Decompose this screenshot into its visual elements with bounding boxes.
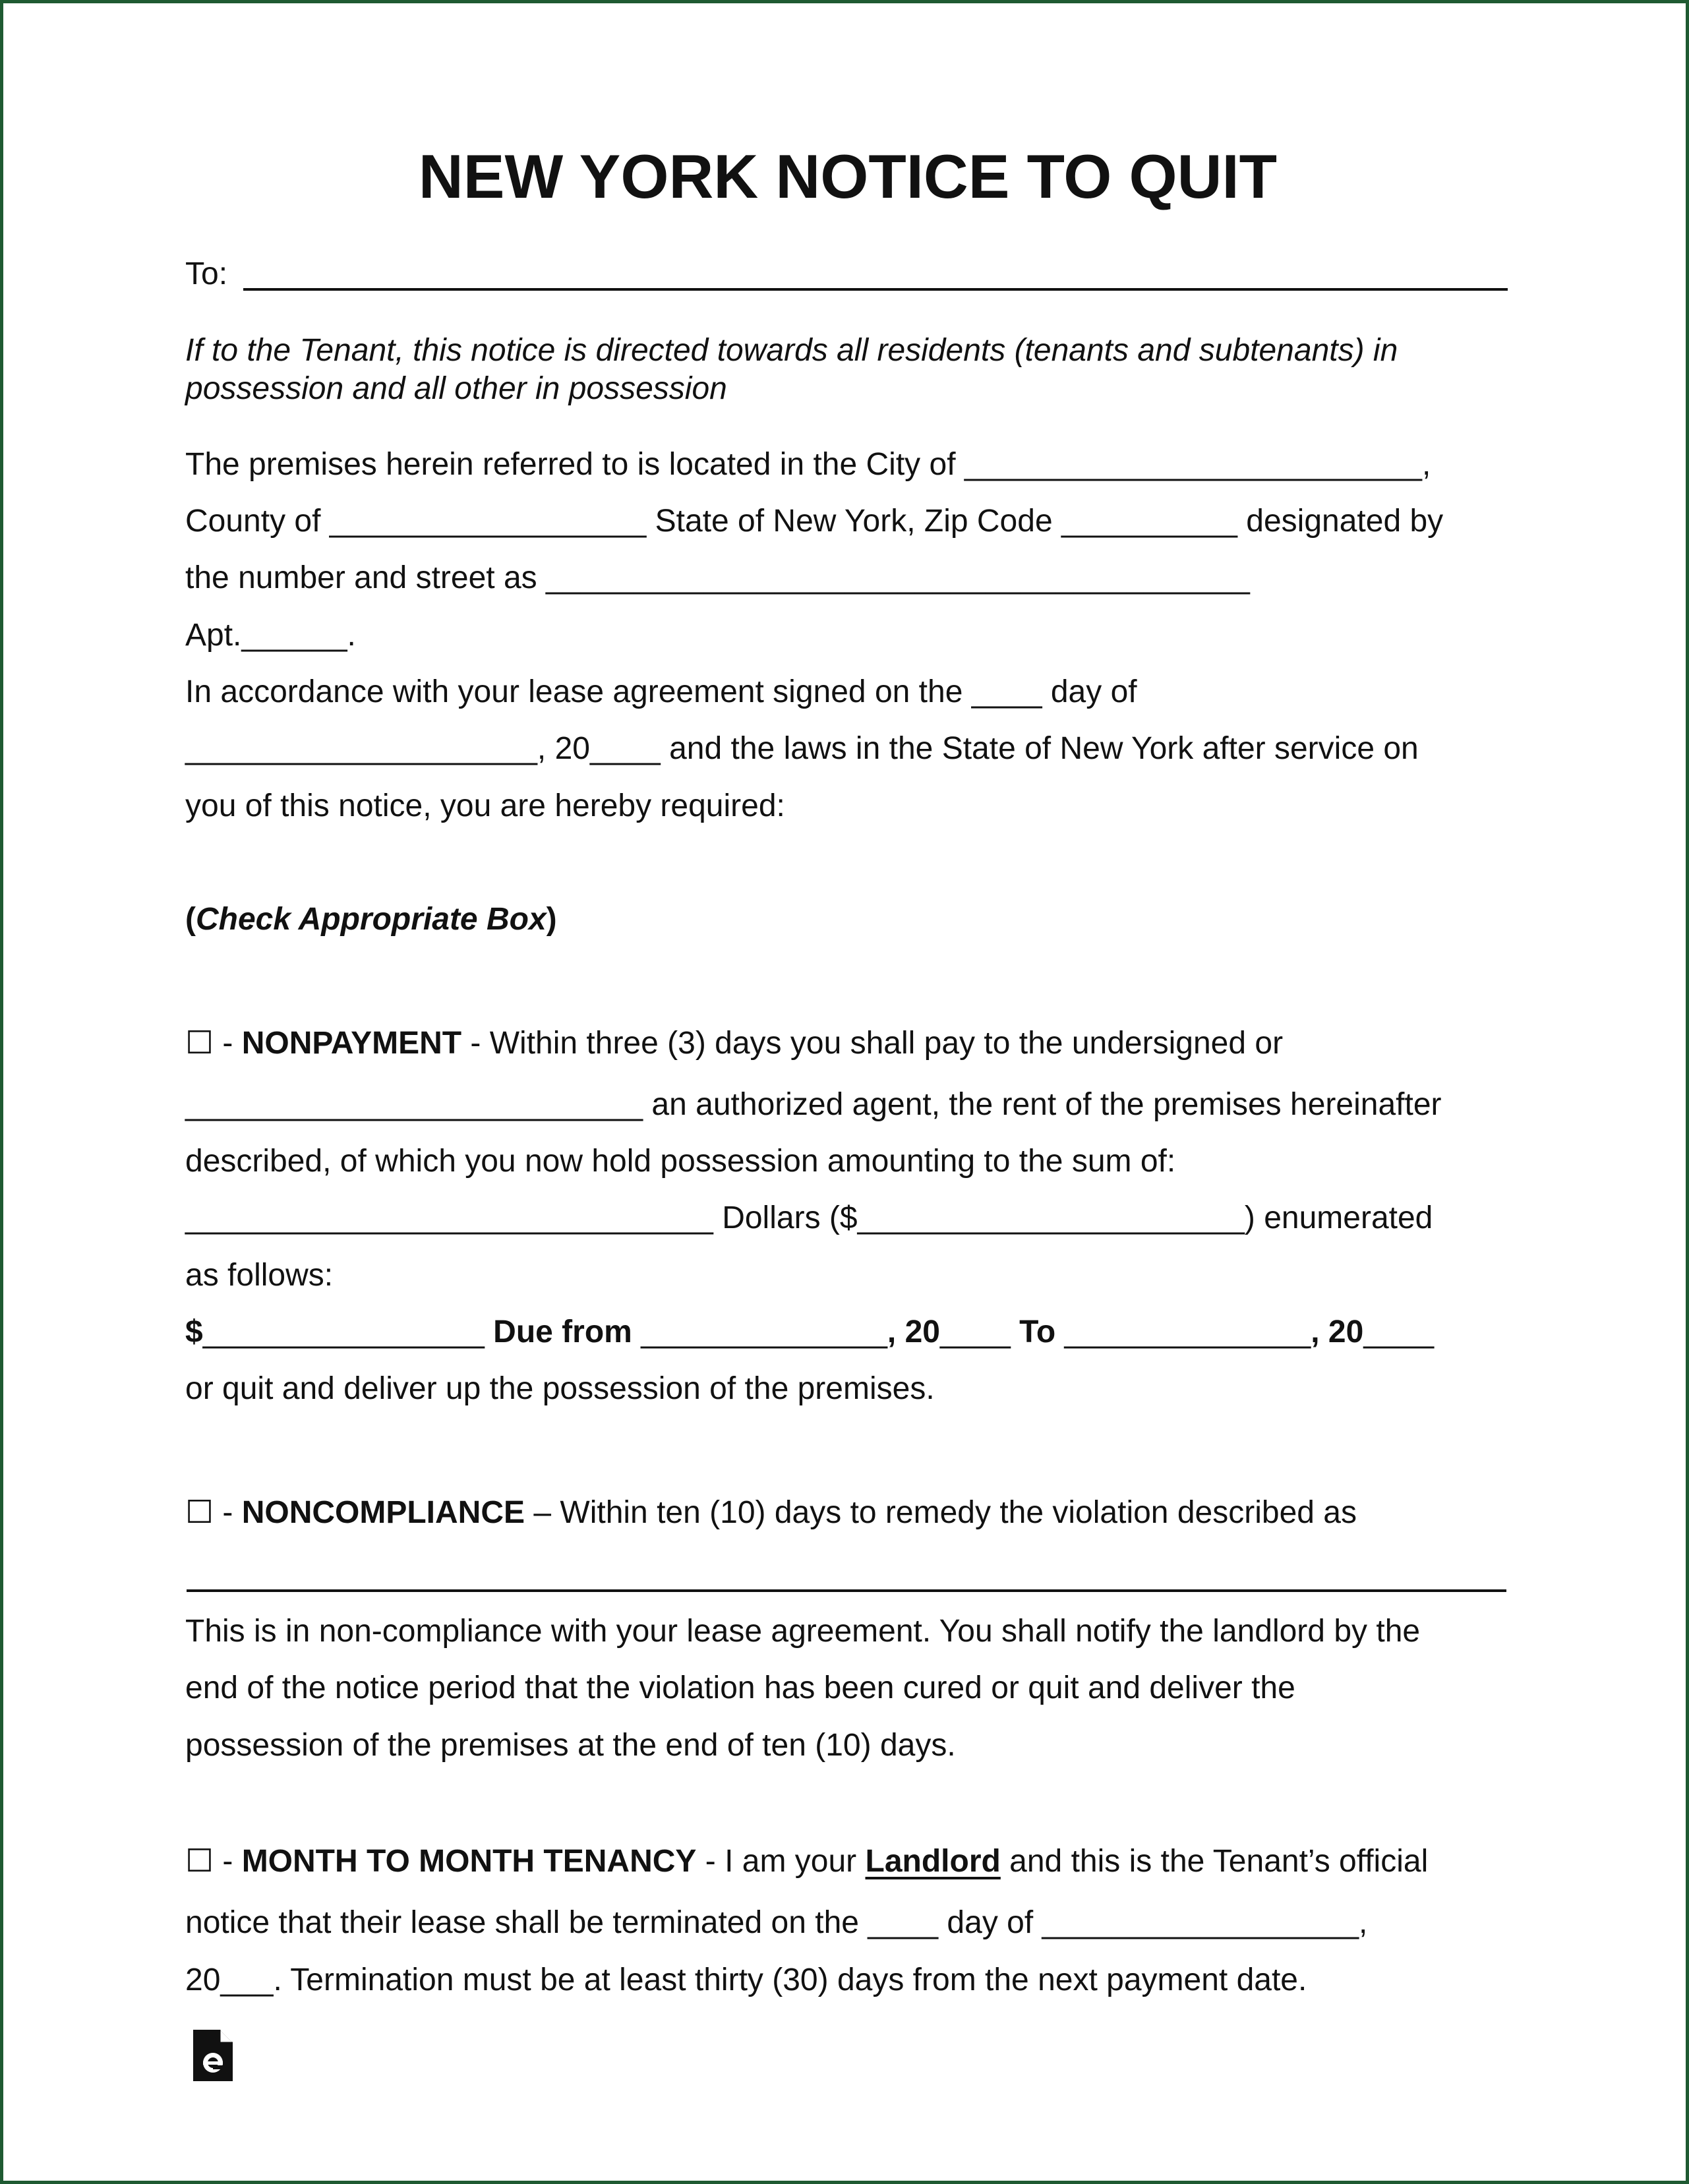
nonpayment-line-3: described, of which you now hold possession amounting to the sum of:: [185, 1144, 1176, 1179]
premises-line-6: ____________________, 20____ and the laws in the State of New York after service on: [185, 731, 1419, 766]
nonpayment-line-5: as follows:: [185, 1258, 334, 1293]
nonpayment-line-1: ☐ - NONPAYMENT - Within three (3) days you shall pay to the undersigned or: [185, 1026, 1284, 1061]
noncompliance-line-4: possession of the premises at the end of ten (10) days.: [185, 1728, 956, 1763]
premises-line-4: Apt.______.: [185, 618, 356, 653]
premises-line-5: In accordance with your lease agreement signed on the ____ day of: [185, 674, 1137, 709]
month-to-month-label: MONTH TO MONTH TENANCY: [241, 1844, 697, 1879]
month-to-month-line-1: ☐ - MONTH TO MONTH TENANCY - I am your Landlord and this is the Tenant’s official: [185, 1844, 1429, 1879]
noncompliance-checkbox[interactable]: ☐: [185, 1495, 214, 1530]
to-label: To:: [185, 256, 228, 291]
to-field-line[interactable]: [243, 288, 1508, 291]
noncompliance-line-2: This is in non-compliance with your lease agreement. You shall notify the landlord by the: [185, 1614, 1421, 1649]
tenant-note-line-1: If to the Tenant, this notice is directed towards all residents (tenants and subtenants) in: [185, 333, 1398, 368]
month-to-month-line-3: 20___. Termination must be at least thirty (30) days from the next payment date.: [185, 1963, 1307, 1997]
eforms-logo-icon: [191, 2027, 235, 2084]
check-box-instruction: (Check Appropriate Box): [185, 902, 557, 937]
premises-line-2: County of __________________ State of New York, Zip Code __________ designated by: [185, 504, 1444, 539]
tenant-note-line-2: possession and all other in possession: [185, 371, 727, 406]
noncompliance-line-1: ☐ - NONCOMPLIANCE – Within ten (10) days to remedy the violation described as: [185, 1495, 1357, 1530]
nonpayment-line-2: __________________________ an authorized agent, the rent of the premises hereinafter: [185, 1087, 1442, 1122]
month-to-month-line-2: notice that their lease shall be terminated on the ____ day of __________________,: [185, 1905, 1368, 1940]
premises-line-1: The premises herein referred to is located in the City of __________________________,: [185, 447, 1431, 482]
violation-description-line[interactable]: [187, 1589, 1506, 1592]
nonpayment-line-4: ______________________________ Dollars ($______________________) enumerated: [185, 1200, 1433, 1235]
document-title: NEW YORK NOTICE TO QUIT: [418, 142, 1278, 211]
noncompliance-line-3: end of the notice period that the violation has been cured or quit and deliver the: [185, 1670, 1295, 1705]
landlord-label: Landlord: [865, 1844, 1001, 1879]
premises-line-3: the number and street as ________________________________________: [185, 560, 1250, 595]
nonpayment-label: NONPAYMENT: [241, 1026, 462, 1061]
noncompliance-label: NONCOMPLIANCE: [241, 1495, 525, 1530]
nonpayment-line-7: or quit and deliver up the possession of the premises.: [185, 1371, 935, 1406]
nonpayment-due-line: $________________ Due from ______________, 20____ To ______________, 20____: [185, 1314, 1435, 1349]
premises-line-7: you of this notice, you are hereby required:: [185, 788, 785, 823]
nonpayment-checkbox[interactable]: ☐: [185, 1026, 214, 1061]
month-to-month-checkbox[interactable]: ☐: [185, 1844, 214, 1879]
